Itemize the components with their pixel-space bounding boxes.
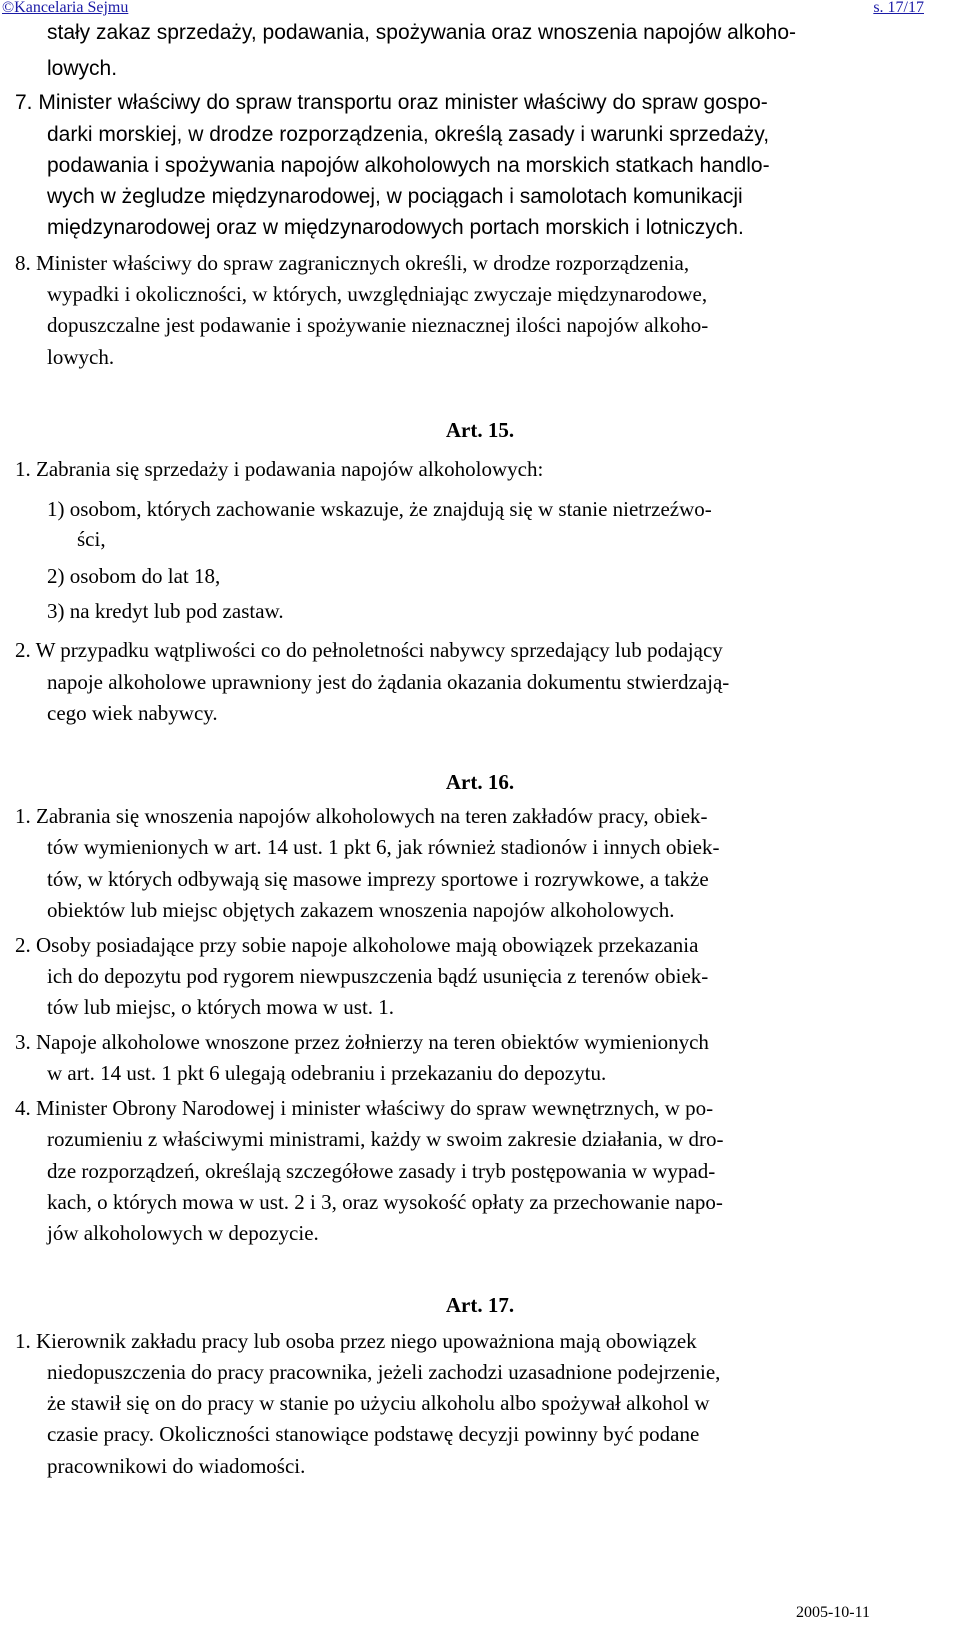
text-line: 3) na kredyt lub pod zastaw. <box>47 599 284 623</box>
text-line: napoje alkoholowe uprawniony jest do żądania okazania dokumentu stwierdzają- <box>47 670 730 694</box>
text-line: 4. Minister Obrony Narodowej i minister właściwy do spraw wewnętrznych, w po- <box>15 1096 714 1120</box>
text-line: 2) osobom do lat 18, <box>47 564 221 588</box>
text-line: dopuszczalne jest podawanie i spożywanie nieznacznej ilości napojów alkoho- <box>47 313 709 337</box>
text-line: tów wymienionych w art. 14 ust. 1 pkt 6, jak również stadionów i innych obiek- <box>47 835 720 859</box>
text-line: 2. Osoby posiadające przy sobie napoje alkoholowe mają obowiązek przekazania <box>15 933 699 957</box>
footer-date: 2005-10-11 <box>795 1604 870 1621</box>
text-line: w art. 14 ust. 1 pkt 6 ulegają odebraniu i przekazaniu do depozytu. <box>47 1061 607 1085</box>
text-line: pracownikowi do wiadomości. <box>47 1454 306 1478</box>
article-heading: Art. 16. <box>445 770 515 794</box>
text-line: kach, o których mowa w ust. 2 i 3, oraz wysokość opłaty za przechowanie napo- <box>47 1190 723 1214</box>
text-line: ści, <box>77 527 106 551</box>
text-line: 8. Minister właściwy do spraw zagranicznych określi, w drodze rozporządzenia, <box>15 251 690 275</box>
text-line: cego wiek nabywcy. <box>47 701 218 725</box>
text-line: międzynarodowej oraz w międzynarodowych portach morskich i lotniczych. <box>47 216 744 239</box>
text-line: czasie pracy. Okoliczności stanowiące podstawę decyzji powinny być podane <box>47 1422 700 1446</box>
page-header <box>0 0 960 20</box>
text-line: ich do depozytu pod rygorem niewpuszczenia bądź usunięcia z terenów obiek- <box>47 964 709 988</box>
text-line: rozumieniu z właściwymi ministrami, każdy w swoim zakresie działania, w dro- <box>47 1127 724 1151</box>
text-line: 7. Minister właściwy do spraw transportu oraz minister właściwy do spraw gospo- <box>15 91 768 114</box>
text-line: dze rozporządzeń, określają szczegółowe zasady i tryb postępowania w wypad- <box>47 1159 716 1183</box>
text-line: podawania i spożywania napojów alkoholowych na morskich statkach handlo- <box>47 154 770 177</box>
text-line: 2. W przypadku wątpliwości co do pełnoletności nabywcy sprzedający lub podający <box>15 638 723 662</box>
text-line: lowych. <box>47 345 115 369</box>
copyright-link[interactable]: ©Kancelaria Sejmu <box>2 0 129 16</box>
text-line: 1) osobom, których zachowanie wskazuje, że znajdują się w stanie nietrzeźwo- <box>47 497 712 521</box>
text-line: stały zakaz sprzedaży, podawania, spożywania oraz wnoszenia napojów alkoho- <box>47 21 797 44</box>
text-line: 3. Napoje alkoholowe wnoszone przez żołnierzy na teren obiektów wymienionych <box>15 1030 709 1054</box>
text-line: obiektów lub miejsc objętych zakazem wnoszenia napojów alkoholowych. <box>47 898 675 922</box>
text-line: 1. Kierownik zakładu pracy lub osoba przez niego upoważniona mają obowiązek <box>15 1329 697 1353</box>
text-line: 1. Zabrania się wnoszenia napojów alkoholowych na teren zakładów pracy, obiek- <box>15 804 708 828</box>
page-number-link[interactable]: s. 17/17 <box>873 0 924 16</box>
text-line: niedopuszczenia do pracy pracownika, jeżeli zachodzi uzasadnione podejrzenie, <box>47 1360 721 1384</box>
text-line: tów, w których odbywają się masowe imprezy sportowe i rozrywkowe, a także <box>47 867 709 891</box>
text-line: tów lub miejsc, o których mowa w ust. 1. <box>47 995 395 1019</box>
text-line: że stawił się on do pracy w stanie po użyciu alkoholu albo spożywał alkohol w <box>47 1391 710 1415</box>
text-line: darki morskiej, w drodze rozporządzenia, określą zasady i warunki sprzedaży, <box>47 123 770 146</box>
text-line: wych w żegludze międzynarodowej, w pociągach i samolotach komunikacji <box>47 185 743 208</box>
article-heading: Art. 17. <box>445 1293 515 1317</box>
article-heading: Art. 15. <box>445 418 515 442</box>
text-line: 1. Zabrania się sprzedaży i podawania napojów alkoholowych: <box>15 457 544 481</box>
text-line: jów alkoholowych w depozycie. <box>47 1221 319 1245</box>
text-line: wypadki i okoliczności, w których, uwzględniając zwyczaje międzynarodowe, <box>47 282 708 306</box>
text-line: lowych. <box>47 57 118 80</box>
